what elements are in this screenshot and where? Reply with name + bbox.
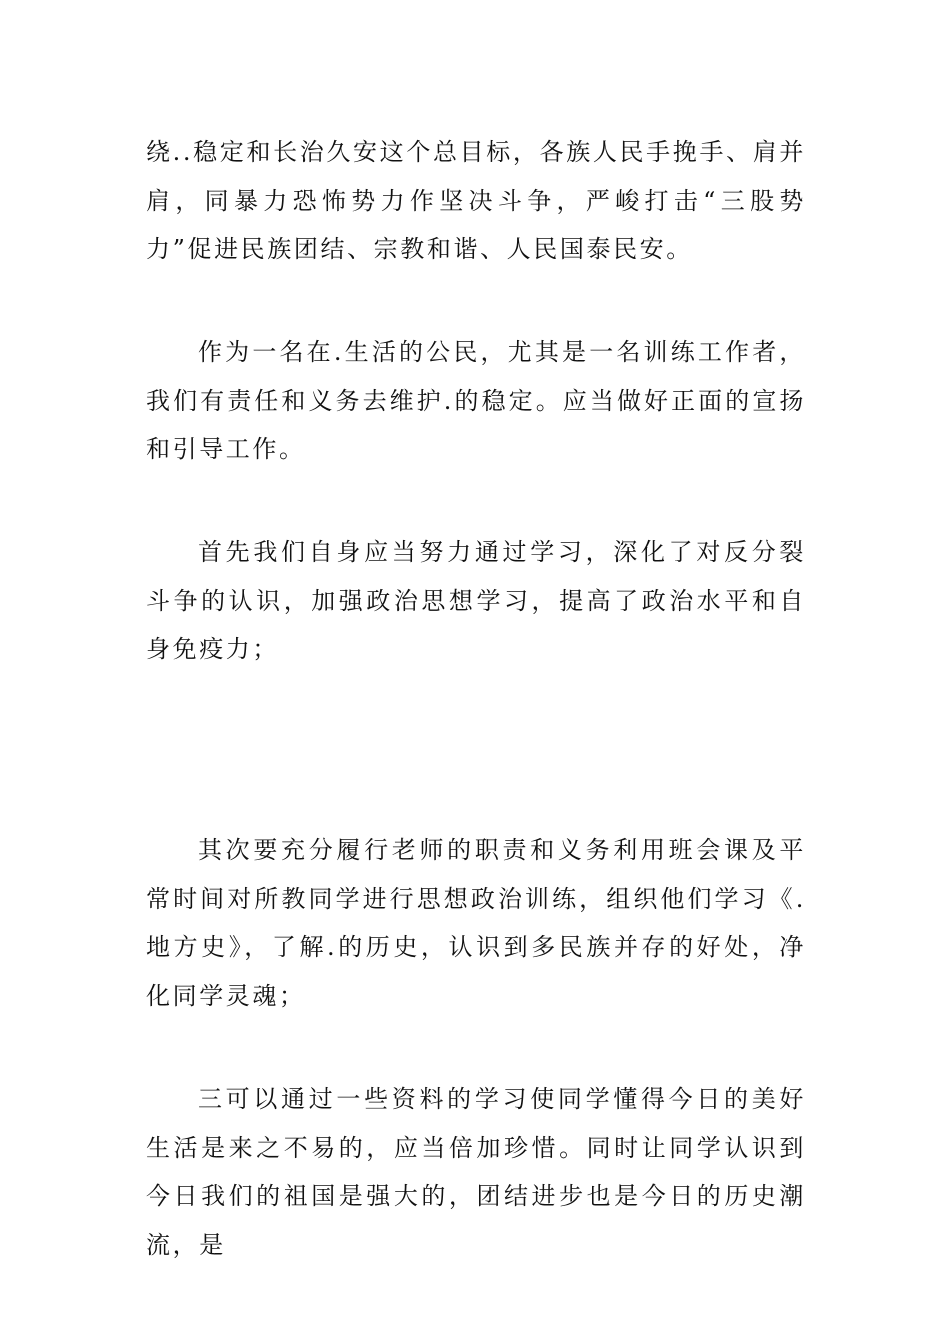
paragraph-4: 其次要充分履行老师的职责和义务利用班会课及平常时间对所教同学进行思想政治训练，组织他们学习《.地方史》，了解.的历史，认识到多民族并存的好处，净化同学灵魂； [146,836,806,1010]
paragraph-3: 首先我们自身应当努力通过学习，深化了对反分裂斗争的认识，加强政治思想学习，提高了政治水平和自身免疫力； [146,538,806,663]
paragraph-1: 绕..稳定和长治久安这个总目标，各族人民手挽手、肩并肩，同暴力恐怖势力作坚决斗争，严峻打击“三股势力”促进民族团结、宗教和谐、人民国泰民安。 [146,138,806,263]
paragraph-5: 三可以通过一些资料的学习使同学懂得今日的美好生活是来之不易的，应当倍加珍惜。同时让同学认识到今日我们的祖国是强大的，团结进步也是今日的历史潮流，是 [146,1085,806,1259]
paragraph-2: 作为一名在.生活的公民，尤其是一名训练工作者，我们有责任和义务去维护.的稳定。应当做好正面的宣扬和引导工作。 [146,338,806,463]
